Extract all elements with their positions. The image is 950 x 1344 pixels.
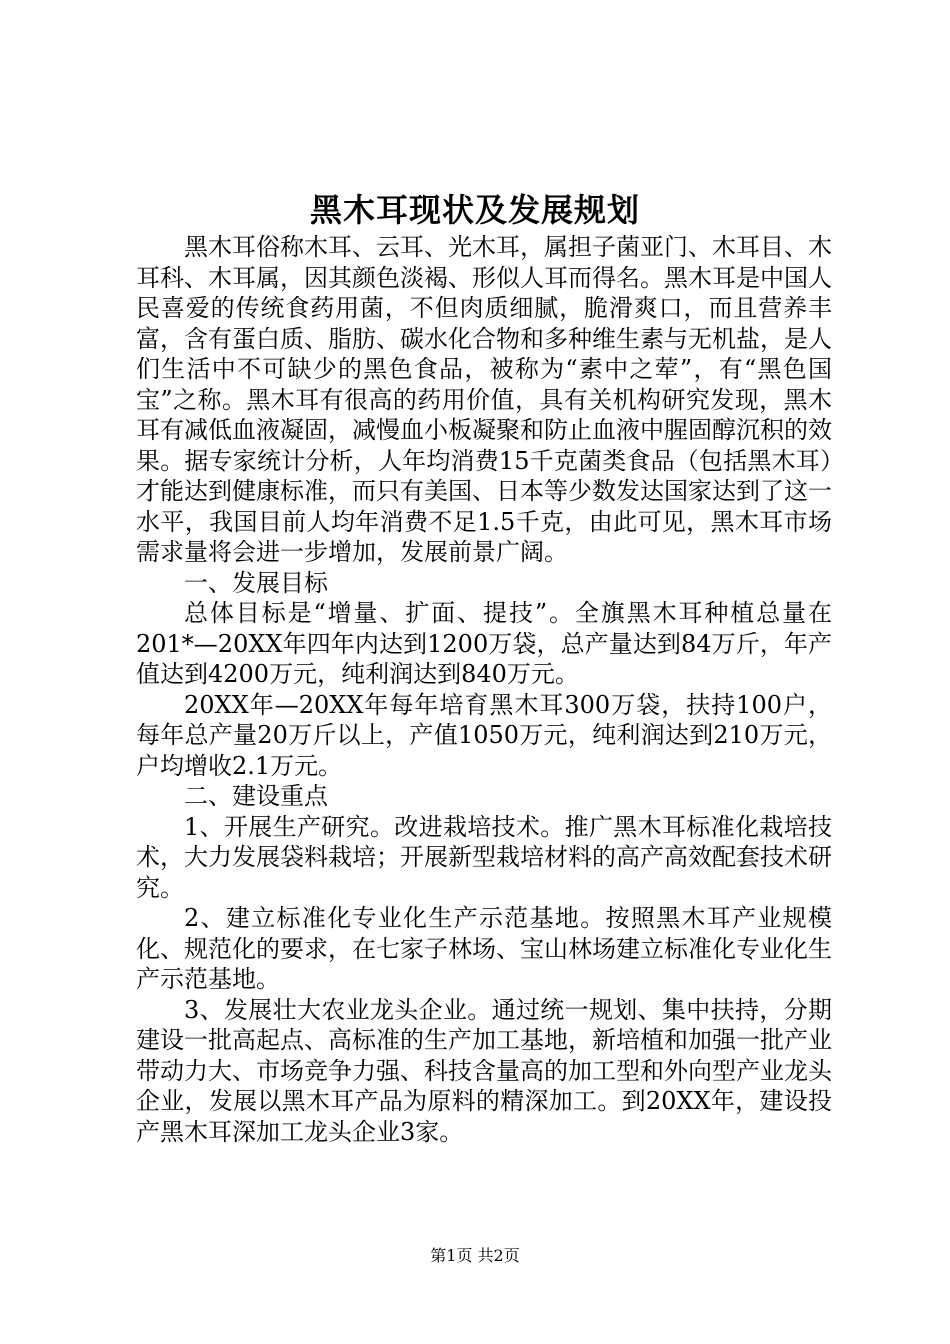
page-number-footer: 第1页 共2页 bbox=[430, 1246, 520, 1265]
paragraph-focus-demo-base: 2、建立标准化专业化生产示范基地。按照黑木耳产业规模化、规范化的要求，在七家子林场、宝山林场建立标准化专业化生产示范基地。 bbox=[136, 904, 832, 993]
document-body bbox=[136, 232, 832, 1147]
paragraph-focus-enterprises: 3、发展壮大农业龙头企业。通过统一规划、集中扶持，分期建设一批高起点、高标准的生产加工基地，新培植和加强一批产业带动力大、市场竞争力强、科技含量高的加工型和外向型产业龙头企业，发展以黑木耳产品为原料的精深加工。到20XX年，建设投产黑木耳深加工龙头企业3家。 bbox=[136, 995, 832, 1146]
paragraph-intro: 黑木耳俗称木耳、云耳、光木耳，属担子菌亚门、木耳目、木耳科、木耳属，因其颜色淡褐、形似人耳而得名。黑木耳是中国人民喜爱的传统食药用菌，不但肉质细腻，脆滑爽口，而且营养丰富，含有蛋白质、脂肪、碳水化合物和多种维生素与无机盐，是人们生活中不可缺少的黑色食品，被称为“素中之荤”，有“黑色国宝”之称。黑木耳有很高的药用价值，具有关机构研究发现，黑木耳有减低血液凝固，减慢血小板凝聚和防止血液中腥固醇沉积的效果。据专家统计分析，人年均消费15千克菌类食品（包括黑木耳）才能达到健康标准，而只有美国、日本等少数发达国家达到了这一水平，我国目前人均年消费不足1.5千克，由此可见，黑木耳市场需求量将会进一步增加，发展前景广阔。 bbox=[136, 233, 832, 566]
document-title: 黑木耳现状及发展规划 bbox=[309, 191, 640, 229]
paragraph-overall-goal: 总体目标是“增量、扩面、提技”。全旗黑木耳种植总量在201*—20XX年四年内达到1200万袋，总产量达到84万斤，年产值达到4200万元，纯利润达到840万元。 bbox=[136, 599, 832, 688]
heading-development-goals: 一、发展目标 bbox=[184, 568, 328, 597]
paragraph-annual-goal: 20XX年—20XX年每年培育黑木耳300万袋，扶持100户，每年总产量20万斤以上，产值1050万元，纯利润达到210万元，户均增收2.1万元。 bbox=[136, 690, 832, 780]
paragraph-focus-research: 1、开展生产研究。改进栽培技术。推广黑木耳标准化栽培技术，大力发展袋料栽培；开展新型栽培材料的高产高效配套技术研究。 bbox=[136, 812, 832, 902]
heading-construction-focus: 二、建设重点 bbox=[184, 782, 328, 810]
